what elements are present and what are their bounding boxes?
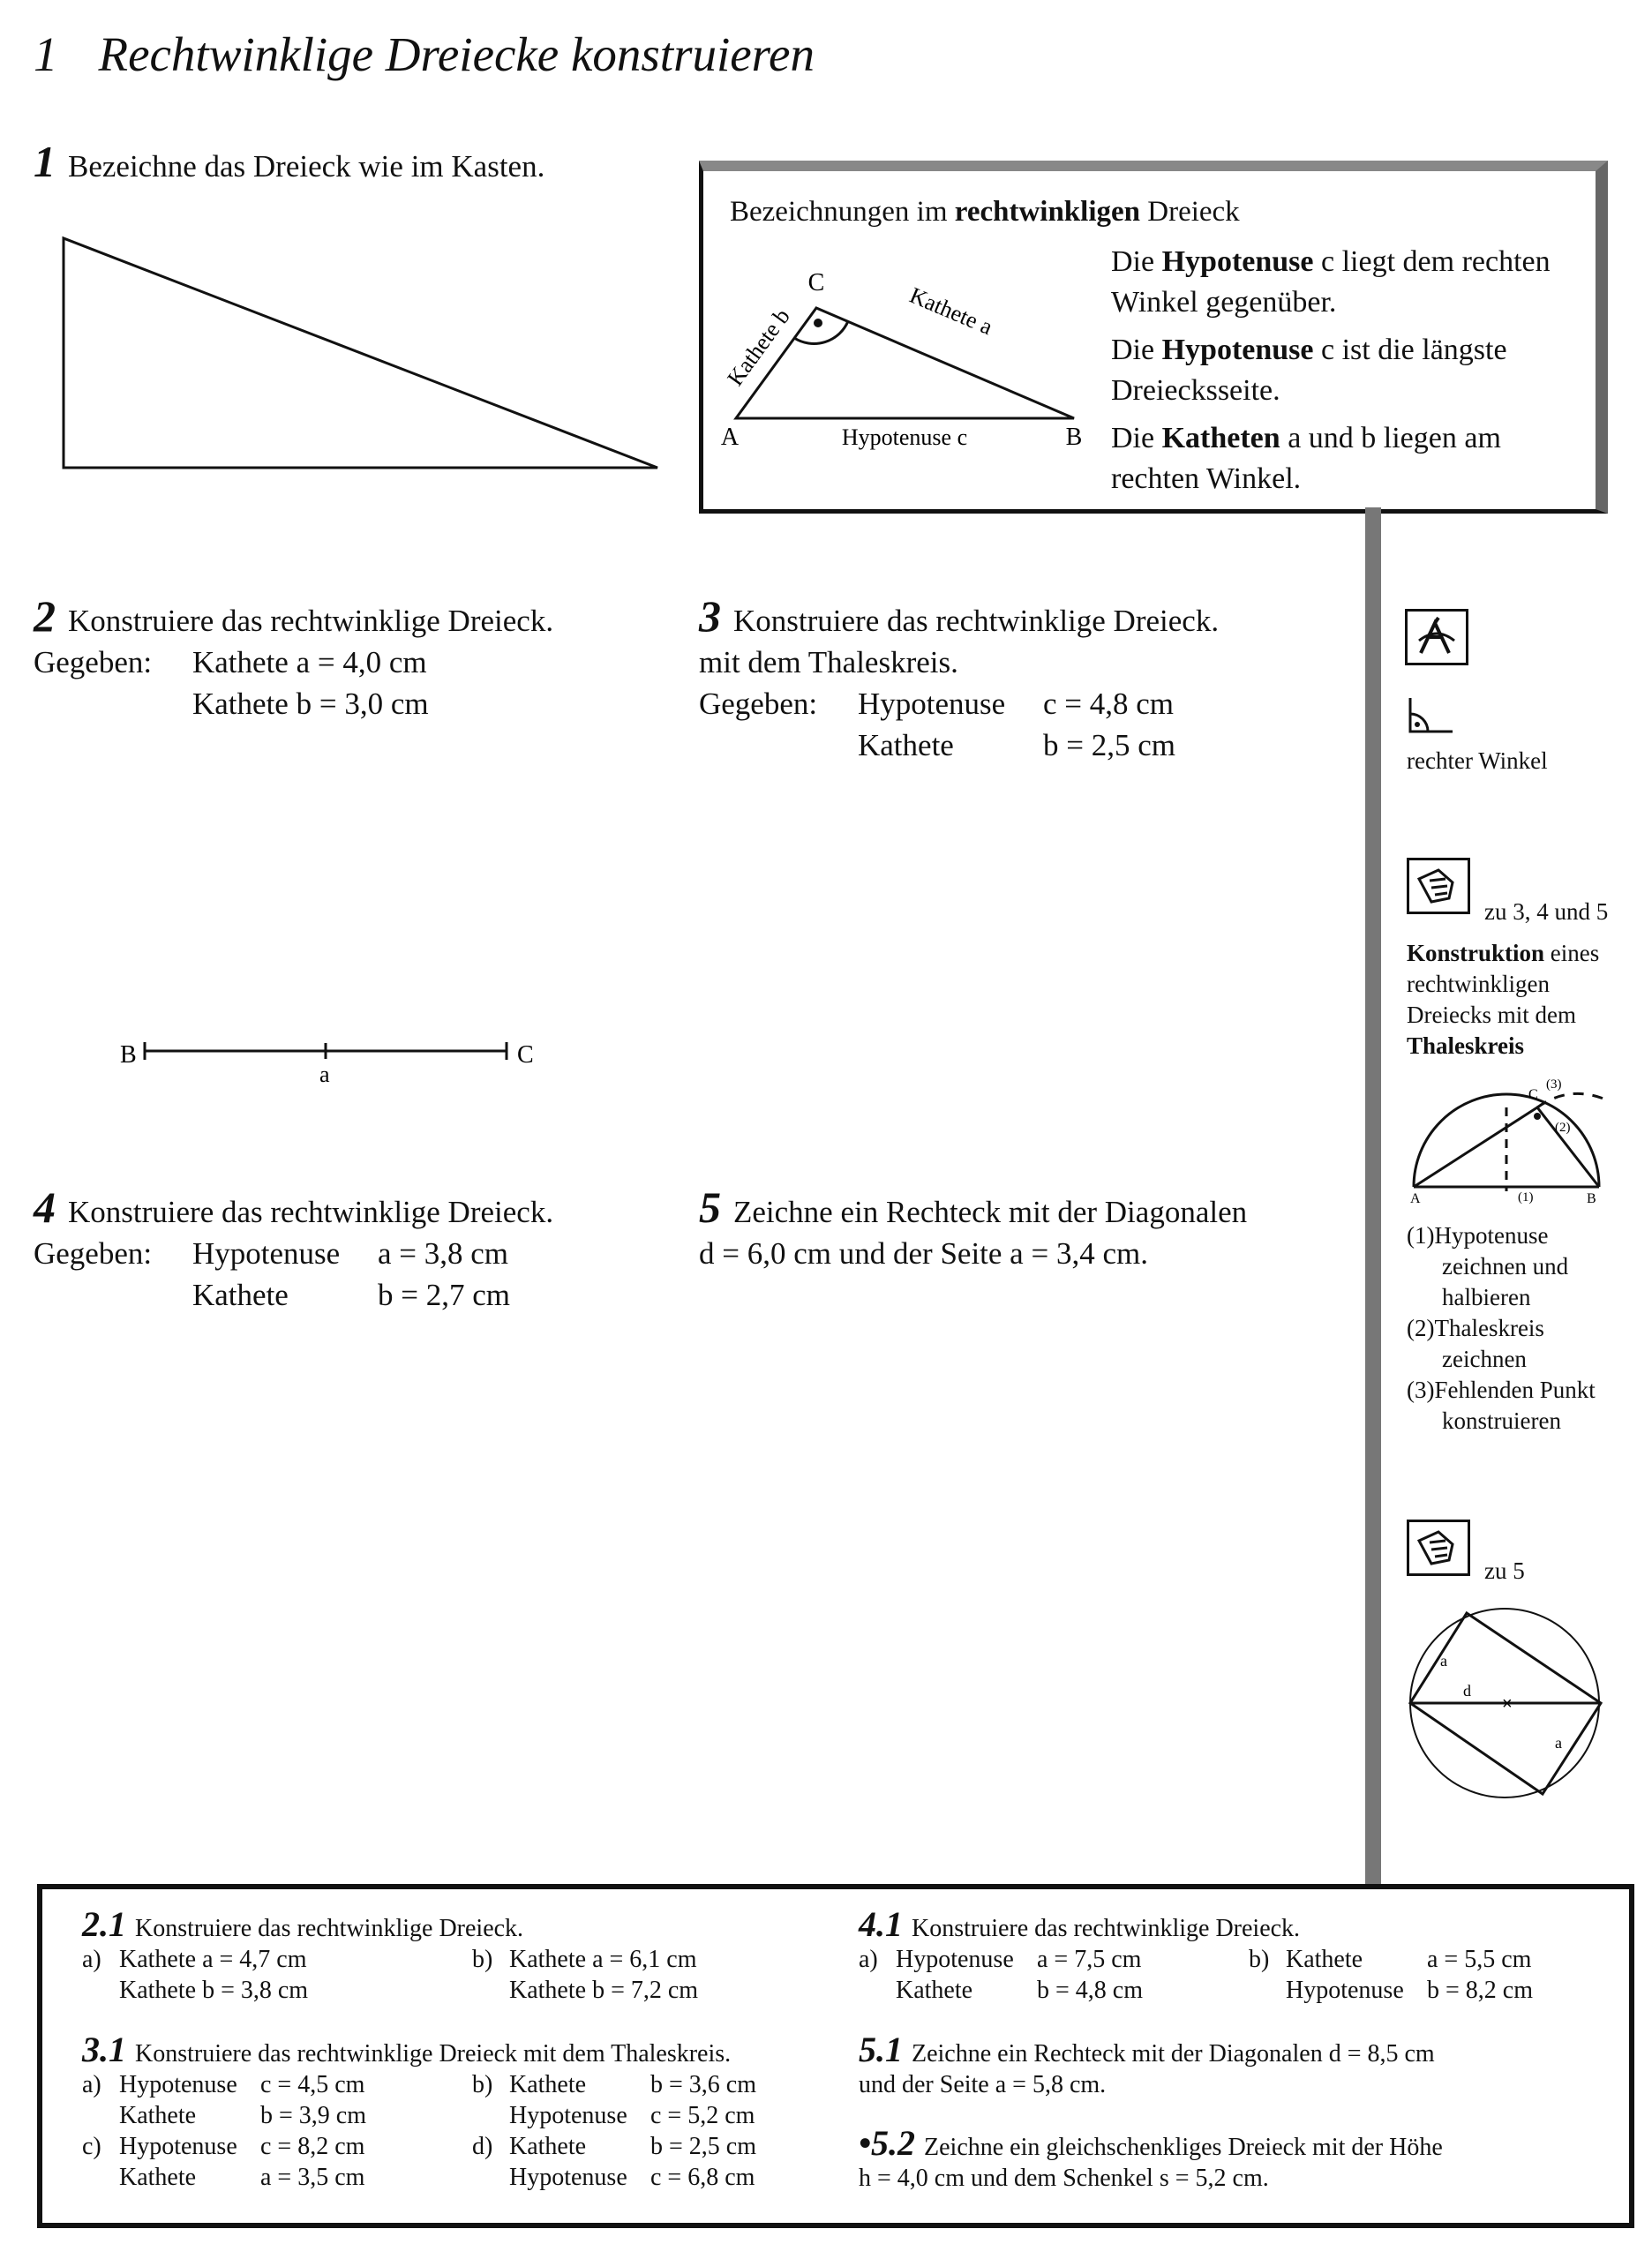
exercise-box [37, 1884, 1634, 2228]
thales-b-label: B [1587, 1191, 1596, 1205]
task-number: 3 [699, 591, 721, 641]
part-d-value-1: b = 2,5 cm [650, 2133, 756, 2160]
given-name-2: Kathete [858, 728, 954, 762]
given-label: Gegeben: [699, 687, 818, 721]
side-a-label-1: a [1440, 1652, 1447, 1670]
hypotenuse-label: Hypotenuse c [841, 424, 968, 450]
segment-a-label: a [319, 1062, 330, 1085]
exercise-number: 2.1 [82, 1904, 126, 1944]
thales-steps [1407, 1220, 1596, 1437]
point-b-label: B [120, 1041, 137, 1069]
part-b-value-1: b = 3,6 cm [650, 2071, 756, 2098]
hint-1-l3: Dreiecks mit dem [1407, 1002, 1576, 1028]
exercise-text-2: und der Seite a = 5,8 cm. [859, 2071, 1107, 2098]
page-title [34, 26, 815, 82]
exercise-2-1 [82, 1904, 699, 2006]
given-line-2: Kathete b = 3,0 cm [192, 687, 429, 721]
part-b-line-2: Kathete b = 7,2 cm [509, 1977, 699, 2004]
task-1-triangle [53, 229, 671, 477]
part-a-name-2: Kathete [896, 1977, 973, 2004]
info-box [699, 161, 1608, 514]
vertex-b-label: B [1065, 424, 1083, 451]
given-value-1: c = 4,8 cm [1043, 687, 1175, 721]
thales-step-1: (1) [1518, 1190, 1534, 1205]
hint-1-l2: rechtwinkligen [1407, 971, 1550, 997]
p2-pre: Die [1111, 334, 1162, 366]
diagonal-d-label: d [1463, 1682, 1471, 1700]
task-1 [34, 137, 545, 187]
exercise-text: Zeichne ein Rechteck mit der Diagonalen d = 8,5 cm [912, 2040, 1435, 2068]
task-number: 4 [34, 1182, 56, 1232]
exercise-number: 5.1 [859, 2030, 903, 2069]
p1-post1: c liegt dem rechten [1313, 245, 1551, 278]
exercise-4-1 [859, 1904, 1533, 2006]
hint-hand-icon-2 [1407, 1520, 1470, 1576]
part-b-value-1: a = 5,5 cm [1427, 1946, 1532, 1973]
part-a-name-1: Hypotenuse [119, 2071, 237, 2098]
task-text: Konstruiere das rechtwinklige Dreieck. [68, 1195, 554, 1229]
part-c-value-1: c = 8,2 cm [260, 2133, 365, 2160]
task-3 [699, 591, 1220, 766]
part-b-label: b) [472, 1946, 493, 1973]
part-b-name-1: Kathete [509, 2071, 587, 2098]
task-text-2: d = 6,0 cm und der Seite a = 3,4 cm. [699, 1236, 1148, 1271]
task-text: Konstruiere das rechtwinklige Dreieck. [68, 604, 554, 638]
rectangle-in-circle-figure [1405, 1604, 1608, 1807]
task-text: Konstruiere das rechtwinklige Dreieck. [733, 604, 1220, 638]
hint-1-text [1407, 938, 1599, 1062]
right-angle-dot [814, 319, 822, 327]
part-a-value-2: b = 4,8 cm [1037, 1977, 1143, 2004]
given-name-1: Hypotenuse [192, 1236, 341, 1271]
p3-post1: a und b liegen am [1280, 422, 1501, 454]
point-c-label: C [517, 1041, 534, 1069]
thales-step-2: (2) [1555, 1121, 1571, 1135]
center-mark: × [1502, 1694, 1513, 1714]
info-paragraph-3 [1111, 418, 1501, 499]
step-1-line-1: Hypotenuse [1434, 1222, 1549, 1249]
part-a-label: a) [82, 2071, 101, 2098]
p3-pre: Die [1111, 422, 1162, 454]
step-2-number: (2) [1407, 1315, 1435, 1341]
task-number: 5 [699, 1182, 721, 1232]
side-a-label-2: a [1555, 1734, 1562, 1752]
step-3-number: (3) [1407, 1377, 1435, 1403]
vertex-c-label: C [807, 269, 825, 296]
info-paragraph-2 [1111, 330, 1507, 411]
labeled-right-triangle [703, 246, 1100, 502]
part-a-label: a) [859, 1946, 878, 1973]
part-d-value-2: c = 6,8 cm [650, 2164, 755, 2191]
hint-2-ref: zu 5 [1484, 1557, 1525, 1584]
part-d-name-2: Hypotenuse [509, 2164, 627, 2191]
part-d-label: d) [472, 2133, 493, 2160]
info-paragraph-1 [1111, 242, 1551, 323]
exercise-number: 3.1 [82, 2030, 126, 2069]
p3-post2: rechten Winkel. [1111, 462, 1302, 495]
exercise-text: Konstruiere das rechtwinklige Dreieck. [135, 1915, 524, 1942]
hint-1-bold-2: Thaleskreis [1407, 1032, 1525, 1059]
leg-b-label: Kathete b [722, 304, 795, 391]
exercise-text: Konstruiere das rechtwinklige Dreieck. [912, 1915, 1301, 1942]
exercise-text: Konstruiere das rechtwinklige Dreieck mit dem Thaleskreis. [135, 2040, 732, 2068]
p1-pre: Die [1111, 245, 1162, 278]
given-value-2: b = 2,7 cm [378, 1278, 510, 1312]
chapter-title: Rechtwinklige Dreiecke konstruieren [98, 27, 815, 81]
part-b-value-2: c = 5,2 cm [650, 2102, 755, 2129]
header-suffix: Dreieck [1140, 196, 1240, 228]
p2-post2: Dreiecksseite. [1111, 374, 1280, 407]
part-b-name-2: Hypotenuse [1286, 1977, 1404, 2004]
exercise-5-1 [859, 2030, 1435, 2100]
exercise-5-2 [859, 2123, 1443, 2194]
part-c-name-1: Hypotenuse [119, 2133, 237, 2160]
part-a-value-2: b = 3,9 cm [260, 2102, 366, 2129]
step-1-line-2: zeichnen und [1442, 1253, 1569, 1280]
part-b-label: b) [472, 2071, 493, 2098]
task-text: Zeichne ein Rechteck mit der Diagonalen [733, 1195, 1248, 1229]
leg-a-label: Kathete a [905, 281, 997, 341]
part-a-name-1: Hypotenuse [896, 1946, 1014, 1973]
header-bold: rechtwinkligen [954, 196, 1140, 228]
thales-c-label: C [1528, 1087, 1538, 1102]
right-angle-icon [1405, 693, 1458, 737]
thales-step-3: (3) [1546, 1077, 1562, 1092]
step-2-line-2: zeichnen [1442, 1346, 1527, 1372]
p3-bold: Katheten [1161, 422, 1280, 454]
task-number: 2 [34, 591, 56, 641]
segment-bc [115, 1032, 565, 1085]
part-b-value-2: b = 8,2 cm [1427, 1977, 1533, 2004]
part-b-label: b) [1249, 1946, 1270, 1973]
given-name-1: Hypotenuse [858, 687, 1006, 721]
exercise-3-1 [82, 2030, 756, 2193]
hint-1-ref: zu 3, 4 und 5 [1484, 898, 1609, 925]
step-1-line-3: halbieren [1442, 1284, 1531, 1310]
part-a-line-2: Kathete b = 3,8 cm [119, 1977, 309, 2004]
header-prefix: Bezeichnungen im [730, 196, 955, 228]
hint-1-l1-rest: eines [1544, 940, 1600, 966]
task-text: Bezeichne das Dreieck wie im Kasten. [68, 149, 545, 184]
p2-post1: c ist die längste [1313, 334, 1507, 366]
part-a-label: a) [82, 1946, 101, 1973]
part-a-name-2: Kathete [119, 2102, 197, 2129]
part-b-name-2: Hypotenuse [509, 2102, 627, 2129]
p2-bold: Hypotenuse [1161, 334, 1314, 366]
given-label: Gegeben: [34, 1236, 153, 1271]
task-text-2: mit dem Thaleskreis. [699, 645, 958, 679]
given-value-1: a = 3,8 cm [378, 1236, 509, 1271]
info-box-header [730, 196, 1240, 229]
part-b-name-1: Kathete [1286, 1946, 1363, 1973]
task-5 [699, 1182, 1248, 1274]
thales-a-label: A [1410, 1191, 1421, 1205]
part-c-label: c) [82, 2133, 101, 2160]
task-number: 1 [34, 137, 56, 186]
side-rail [1365, 507, 1381, 1884]
given-line-1: Kathete a = 4,0 cm [192, 645, 427, 679]
compass-icon [1405, 609, 1468, 665]
task-2 [34, 591, 554, 724]
part-b-line-1: Kathete a = 6,1 cm [509, 1946, 697, 1973]
given-name-2: Kathete [192, 1278, 289, 1312]
part-c-value-2: a = 3,5 cm [260, 2164, 365, 2191]
p1-post2: Winkel gegenüber. [1111, 286, 1337, 319]
right-angle-caption: rechter Winkel [1407, 747, 1548, 774]
given-label: Gegeben: [34, 645, 153, 679]
part-c-name-2: Kathete [119, 2164, 197, 2191]
given-value-2: b = 2,5 cm [1043, 728, 1175, 762]
part-d-name-1: Kathete [509, 2133, 587, 2160]
step-1-number: (1) [1407, 1222, 1435, 1249]
step-2-line-1: Thaleskreis [1434, 1315, 1544, 1341]
step-3-line-1: Fehlenden Punkt [1434, 1377, 1596, 1403]
exercise-number: •5.2 [859, 2123, 916, 2163]
part-a-value-1: a = 7,5 cm [1037, 1946, 1142, 1973]
exercise-number: 4.1 [859, 1904, 903, 1944]
part-a-line-1: Kathete a = 4,7 cm [119, 1946, 307, 1973]
step-3-line-2: konstruieren [1442, 1407, 1561, 1434]
exercise-text-2: h = 4,0 cm und dem Schenkel s = 5,2 cm. [859, 2165, 1269, 2192]
exercise-text: Zeichne ein gleichschenkliges Dreieck mit der Höhe [924, 2134, 1443, 2161]
p1-bold: Hypotenuse [1161, 245, 1314, 278]
thales-figure [1405, 1072, 1617, 1205]
chapter-number: 1 [34, 27, 58, 81]
part-a-value-1: c = 4,5 cm [260, 2071, 365, 2098]
hint-hand-icon [1407, 858, 1470, 914]
hint-1-bold-1: Konstruktion [1407, 940, 1545, 966]
vertex-a-label: A [720, 424, 740, 451]
task-4 [34, 1182, 554, 1316]
